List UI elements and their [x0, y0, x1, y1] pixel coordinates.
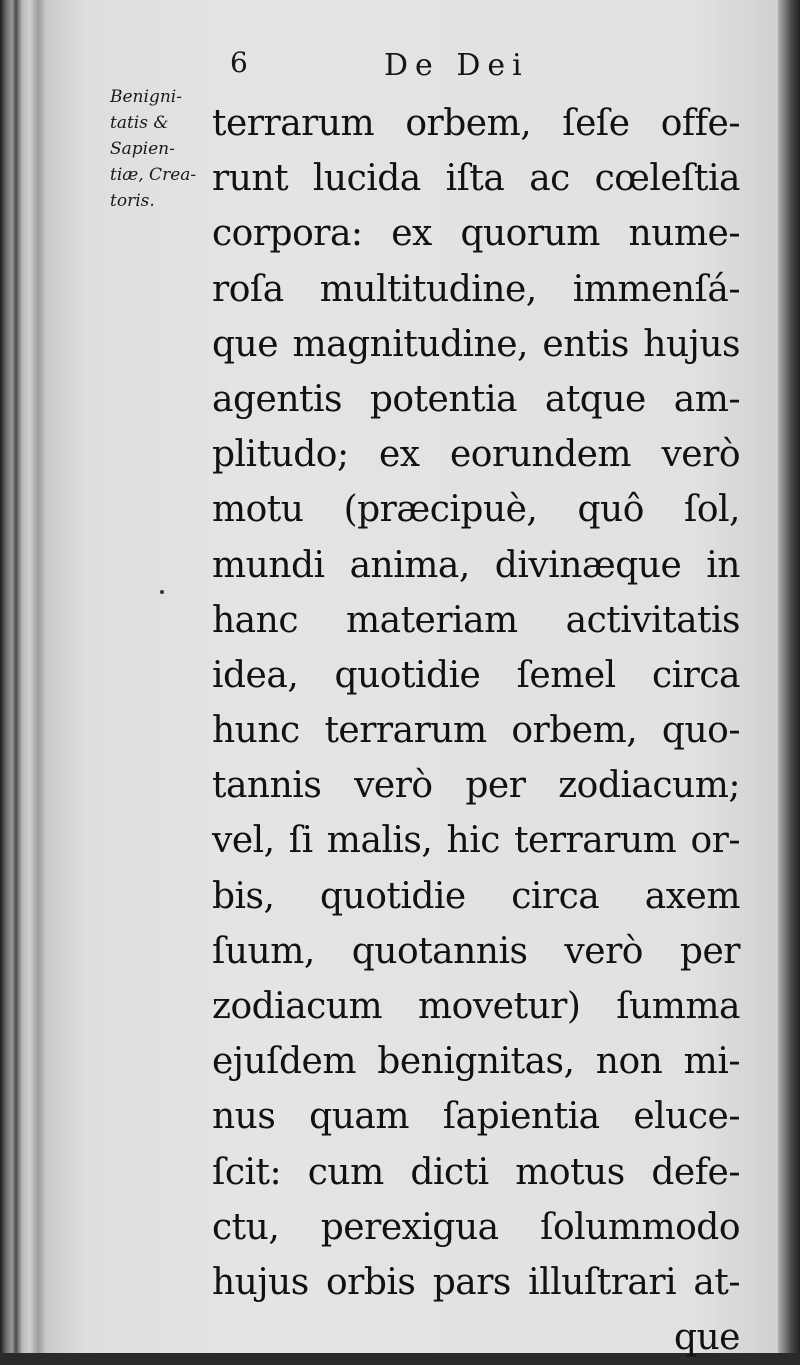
text-line: ctu, perexigua ſolummodo — [212, 1206, 740, 1248]
catchword: que — [673, 1317, 740, 1359]
marginal-note-line: toris. — [110, 191, 155, 211]
page-number: 6 — [230, 46, 248, 79]
ink-speck — [160, 590, 164, 594]
text-line: ſcit: cum dicti motus defe- — [212, 1151, 740, 1193]
text-line: tannis verò per zodiacum; — [212, 765, 740, 807]
text-line: roſa multitudine, immenſá- — [212, 268, 740, 310]
marginal-note-line: Sapien- — [110, 139, 175, 159]
text-line: ſuum, quotannis verò per — [212, 930, 740, 972]
text-line: hujus orbis pars illuſtrari at- — [212, 1261, 740, 1303]
text-line: terrarum orbem, ſeſe offe- — [212, 103, 740, 144]
text-line: plitudo; ex eorundem verò — [212, 434, 740, 476]
body-text — [212, 96, 740, 1365]
text-line: runt lucida iſta ac cœleſtia — [212, 158, 740, 200]
marginal-note-line: Benigni- — [110, 87, 182, 107]
marginal-note-line: tiæ, Crea- — [110, 165, 197, 185]
text-line: idea, quotidie ſemel circa — [212, 654, 740, 696]
text-line: hanc materiam activitatis — [212, 599, 740, 641]
text-line: agentis potentia atque am- — [212, 378, 740, 420]
text-line: vel, ſi malis, hic terrarum or- — [212, 820, 740, 862]
text-line: mundi anima, divinæque in — [212, 544, 740, 586]
text-line: motu (præcipuè, quô ſol, — [212, 489, 740, 531]
text-line: ejuſdem benignitas, non mi- — [212, 1041, 740, 1083]
running-head: De Dei — [384, 48, 529, 83]
text-line: corpora: ex quorum nume- — [212, 213, 740, 255]
marginal-note-line: tatis & — [110, 113, 169, 133]
text-line: hunc terrarum orbem, quo- — [212, 710, 740, 752]
marginal-note — [110, 84, 220, 214]
text-line: que magnitudine, entis hujus — [212, 323, 740, 365]
page-edge-shadow — [778, 0, 800, 1353]
text-line: zodiacum movetur) ſumma — [212, 986, 740, 1027]
text-line: bis, quotidie circa axem — [212, 875, 740, 917]
book-spine-gutter — [0, 0, 46, 1353]
text-line: nus quam ſapientia eluce- — [212, 1096, 740, 1138]
